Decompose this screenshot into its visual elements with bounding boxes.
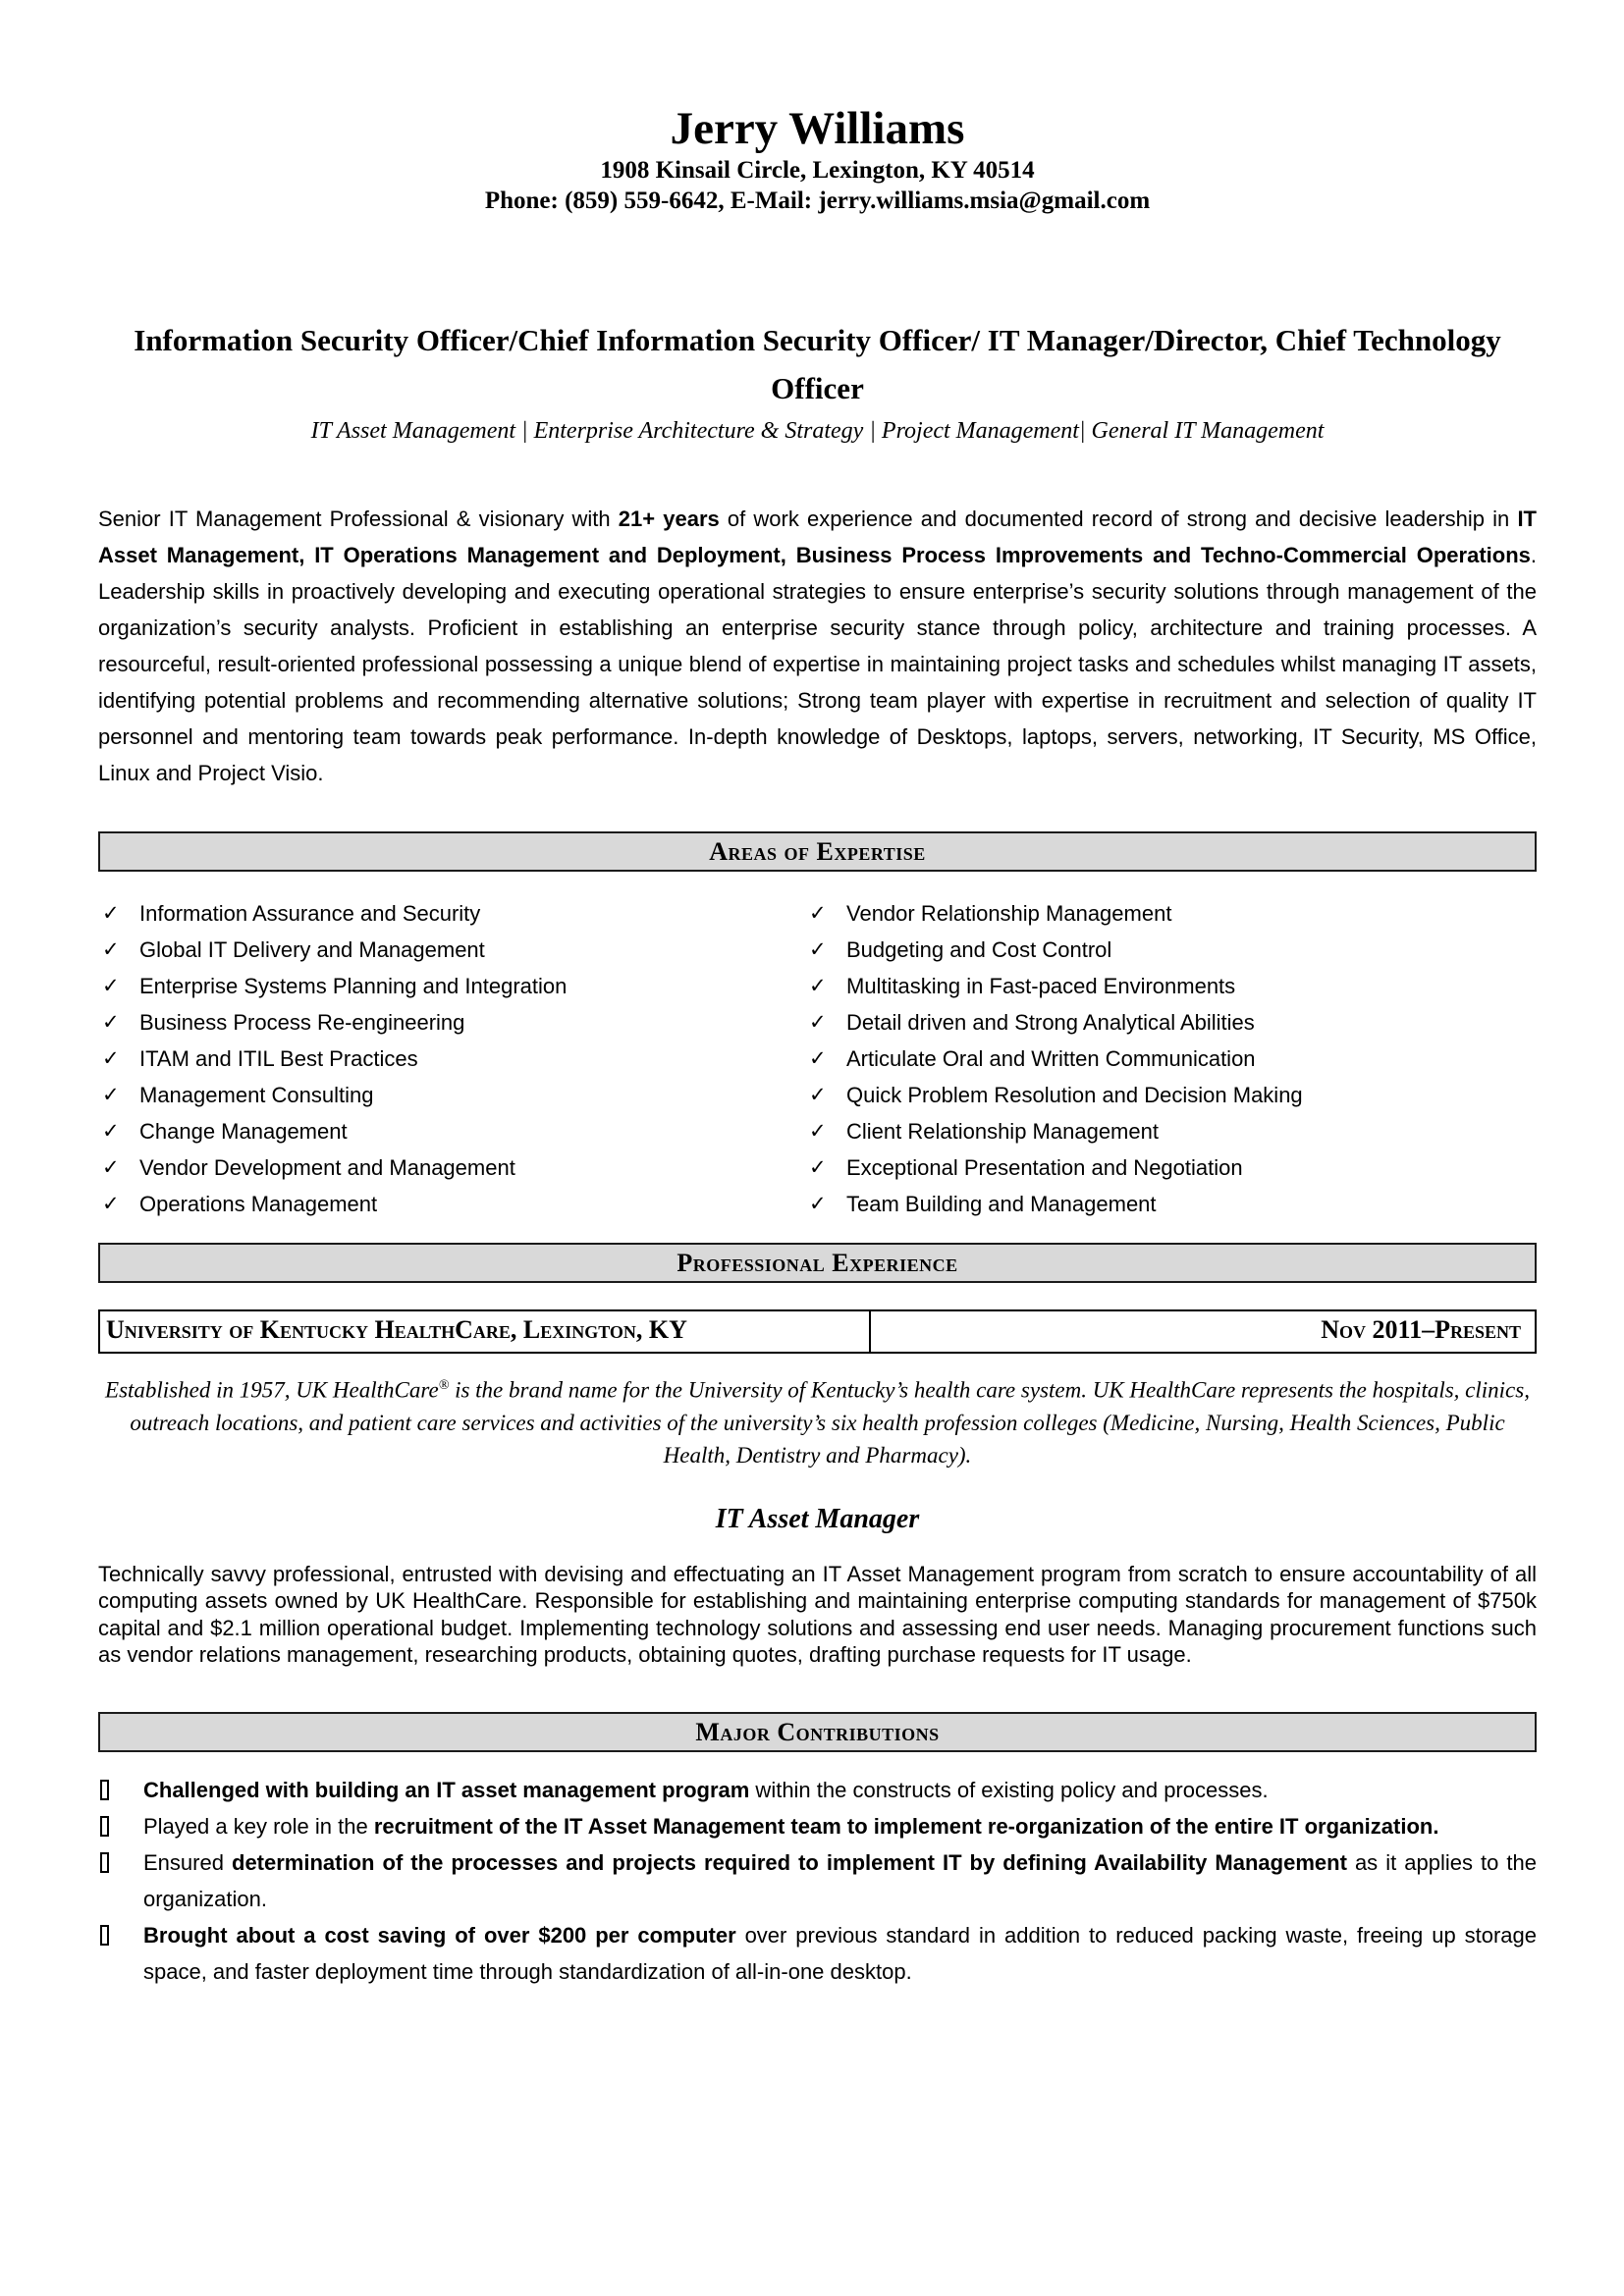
text-segment: determination of the processes and projects required to implement IT by defining Availability Management [232, 1849, 1347, 1875]
list-item [98, 932, 805, 968]
text-segment: of work experience and documented record of strong and decisive leadership in [719, 507, 1518, 531]
headline-title: Information Security Officer/Chief Information Security Officer/ IT Manager/Director, Chief Technology Officer [134, 323, 1501, 405]
text-segment: over previous standard in addition to reduced packing waste, freeing up storage space, and faster deployment time through standardization of all-in-one desktop. [143, 1922, 1537, 1984]
summary-paragraph [98, 501, 1537, 791]
list-item [98, 1844, 1537, 1917]
checkmark-icon: ✓ [102, 1192, 120, 1215]
list-item-text: ITAM and ITIL Best Practices [139, 1046, 418, 1071]
checkmark-icon: ✓ [102, 1155, 120, 1179]
list-item [98, 968, 805, 1004]
expertise-list-right [805, 895, 1537, 1222]
list-item-text: Enterprise Systems Planning and Integration [139, 974, 568, 998]
list-item-text: Budgeting and Cost Control [846, 937, 1112, 962]
employer-dates: Nov 2011–Present [1321, 1315, 1521, 1344]
text-segment: is the brand name for the University of Kentucky’s health care system. UK HealthCare represents the hospitals, clinics, outreach locations, and patient care services and activities of the university’s six health profession colleges (Medicine, Nursing, Health Sciences, Public Health, Dentistry and Pharmacy). [130, 1377, 1530, 1468]
text-segment: within the constructs of existing policy and processes. [749, 1777, 1269, 1802]
checkmark-icon: ✓ [809, 1119, 827, 1143]
text-segment: Ensured [143, 1849, 232, 1875]
list-item-text: Vendor Relationship Management [846, 901, 1172, 926]
checkmark-icon: ✓ [809, 937, 827, 961]
candidate-contact: Phone: (859) 559-6642, E-Mail: jerry.williams.msia@gmail.com [484, 187, 1151, 214]
list-item-text: Information Assurance and Security [139, 901, 481, 926]
checkmark-icon: ✓ [102, 901, 120, 925]
list-item-text: Quick Problem Resolution and Decision Making [846, 1083, 1303, 1107]
text-segment: as it applies to the organization. [143, 1849, 1538, 1911]
checkmark-icon: ✓ [809, 1192, 827, 1215]
text-segment: Established in 1957, UK HealthCare [105, 1377, 439, 1403]
text-segment: Played a key role in the [143, 1813, 374, 1839]
square-bullet-icon [100, 1816, 109, 1837]
list-item-text: Multitasking in Fast-paced Environments [846, 974, 1236, 998]
list-item [98, 1772, 1537, 1808]
expertise-columns [98, 895, 1537, 1222]
list-item [805, 1149, 1537, 1186]
text-segment: Challenged with building an IT asset management program [143, 1777, 750, 1802]
role-summary: Technically savvy professional, entrusted with devising and effectuating an IT Asset Management program from scratch to ensure accountability of all computing assets owned by UK HealthCare. Responsible for establishing and maintaining enterprise computing standards for management of $750k capital and $2.1 million operational budget. Implementing technology solutions and assessing end user needs. Managing procurement functions such as vendor relations management, researching products, obtaining quotes, drafting purchase requests for IT usage. [98, 1561, 1537, 1668]
resume-content [98, 0, 1537, 1990]
text-segment: IT Asset Management, IT Operations Management and Deployment, Business Process Improvements and Techno-Commercial Operations [98, 507, 1537, 567]
square-bullet-icon [100, 1852, 109, 1873]
checkmark-icon: ✓ [809, 1010, 827, 1034]
list-item [98, 1186, 805, 1222]
list-item-text: Exceptional Presentation and Negotiation [846, 1155, 1243, 1180]
checkmark-icon: ✓ [102, 1119, 120, 1143]
role-title: IT Asset Manager [715, 1503, 920, 1534]
list-item [805, 1077, 1537, 1113]
text-segment: Brought about a cost saving of over $200 per computer [143, 1922, 736, 1948]
checkmark-icon: ✓ [809, 901, 827, 925]
list-item-text: Detail driven and Strong Analytical Abilities [846, 1010, 1255, 1035]
list-item-text: Global IT Delivery and Management [139, 937, 485, 962]
text-segment: Senior IT Management Professional & visionary with [98, 507, 619, 531]
contributions-list [98, 1772, 1537, 1990]
list-item [98, 1917, 1537, 1990]
list-item-text: Change Management [139, 1119, 348, 1144]
text-segment: ® [438, 1378, 450, 1393]
checkmark-icon: ✓ [102, 974, 120, 997]
candidate-address: 1908 Kinsail Circle, Lexington, KY 40514 [600, 157, 1035, 184]
list-item [805, 1186, 1537, 1222]
list-item-text: Operations Management [139, 1192, 378, 1216]
list-item [805, 1004, 1537, 1041]
checkmark-icon: ✓ [809, 1046, 827, 1070]
checkmark-icon: ✓ [809, 974, 827, 997]
section-header-areas-of-expertise: Areas of Expertise [98, 831, 1537, 872]
list-item [98, 1113, 805, 1149]
list-item-text: Client Relationship Management [846, 1119, 1159, 1144]
list-item [98, 895, 805, 932]
employer-name: University of Kentucky HealthCare, Lexington, KY [100, 1311, 871, 1352]
checkmark-icon: ✓ [809, 1083, 827, 1106]
list-item [805, 895, 1537, 932]
text-segment: 21+ years [618, 507, 720, 531]
checkmark-icon: ✓ [102, 1046, 120, 1070]
checkmark-icon: ✓ [102, 1010, 120, 1034]
section-header-professional-experience: Professional Experience [98, 1243, 1537, 1283]
list-item [98, 1808, 1537, 1844]
list-item [98, 1077, 805, 1113]
candidate-name: Jerry Williams [670, 103, 965, 154]
employer-row [98, 1309, 1537, 1354]
list-item-text [143, 1814, 1438, 1839]
list-item-text: Business Process Re-engineering [139, 1010, 465, 1035]
list-item [98, 1004, 805, 1041]
list-item [98, 1149, 805, 1186]
headline-subtitle: IT Asset Management | Enterprise Architecture & Strategy | Project Management| General IT Management [310, 418, 1325, 444]
list-item [805, 968, 1537, 1004]
list-item-text: Vendor Development and Management [139, 1155, 515, 1180]
expertise-list-left [98, 895, 805, 1222]
list-item-text [143, 1850, 1537, 1911]
checkmark-icon: ✓ [809, 1155, 827, 1179]
list-item-text [143, 1923, 1537, 1984]
list-item [805, 1041, 1537, 1077]
text-segment: recruitment of the IT Asset Management team to implement re-organization of the entire IT organization. [373, 1813, 1439, 1839]
list-item-text: Team Building and Management [846, 1192, 1157, 1216]
section-header-major-contributions: Major Contributions [98, 1712, 1537, 1752]
square-bullet-icon [100, 1925, 109, 1946]
text-segment: . Leadership skills in proactively developing and executing operational strategies to ensure enterprise’s security solutions through management of the organization’s security analysts. Proficient in establishing an enterprise security stance through policy, architecture and training processes. A resourceful, result-oriented professional possessing a unique blend of expertise in maintaining project tasks and schedules whilst managing IT assets, identifying potential problems and recommending alternative solutions; Strong team player with expertise in recruitment and selection of quality IT personnel and mentoring team towards peak performance. In-depth knowledge of Desktops, laptops, servers, networking, IT Security, MS Office, Linux and Project Visio. [98, 543, 1537, 785]
list-item [98, 1041, 805, 1077]
list-item-text: Articulate Oral and Written Communication [846, 1046, 1256, 1071]
list-item [805, 932, 1537, 968]
list-item-text: Management Consulting [139, 1083, 374, 1107]
employer-note [98, 1369, 1537, 1471]
checkmark-icon: ✓ [102, 1083, 120, 1106]
list-item [805, 1113, 1537, 1149]
list-item-text [143, 1778, 1269, 1802]
square-bullet-icon [100, 1780, 109, 1800]
checkmark-icon: ✓ [102, 937, 120, 961]
